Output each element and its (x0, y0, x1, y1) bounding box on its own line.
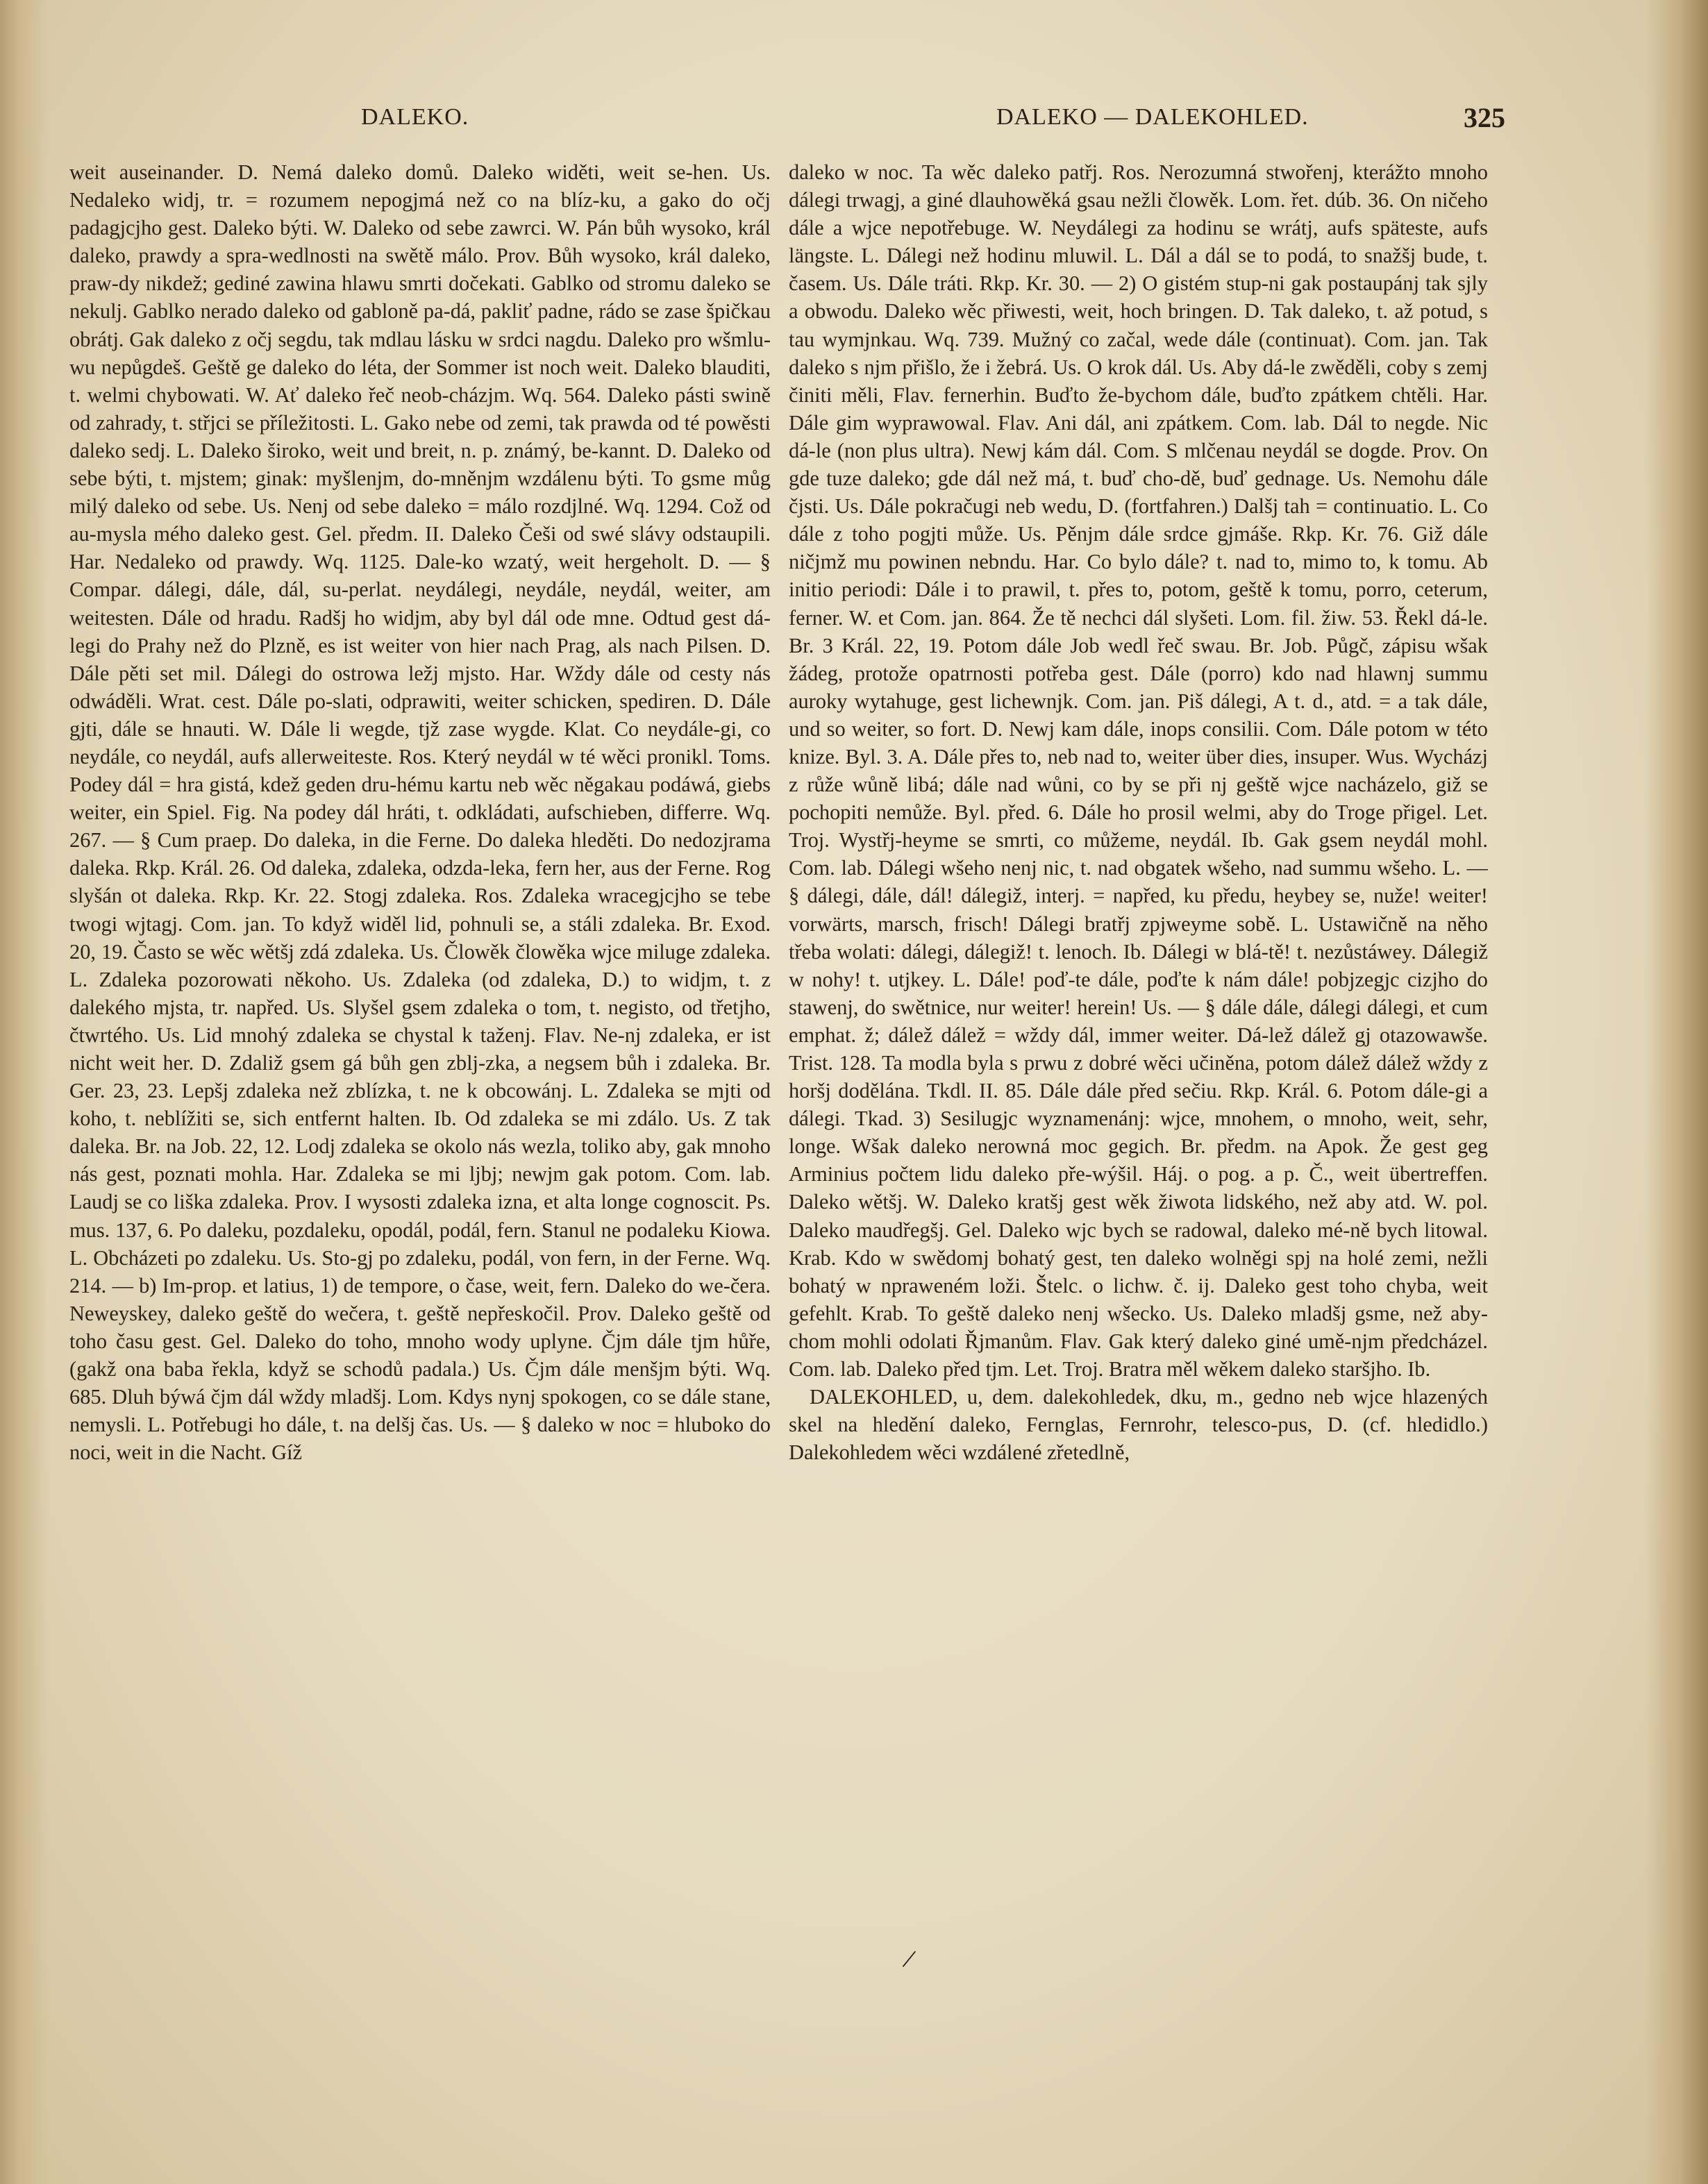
page-number: 325 (1464, 102, 1505, 133)
stray-ink-mark: / (900, 1942, 919, 1975)
running-head-right: DALEKO — DALEKOHLED. (996, 104, 1309, 130)
page-edge-shadow-left (0, 0, 49, 2184)
page-edge-shadow-right (1646, 0, 1708, 2184)
running-head-left: DALEKO. (361, 104, 469, 130)
entry-dalekohled: DALEKOHLED, u, dem. dalekohledek, dku, m., gedno neb wjce hlazených skel na hledění daleko, Fernglas, Fernrohr, telesco-pus, D. (cf. hledidlo.) Dalekohledem wěci wzdálené zřetedlně, (789, 1385, 1488, 1465)
entry-text: daleko w noc. Ta wěc daleko patřj. Ros. Nerozumná stwořenj, kterážto mnoho dálegi trwagj, a giné dlauhowěká gsau nežli člowěk. Lom. řet. dúb. 36. On ničeho dále a wjce nepotřebuge. W. Neydálegi za hodinu se wrátj, aufs späteste, aufs längste. L. Dálegi než hodinu mluwil. L. Dál a dál se to podá, to snažšj bude, t. časem. Us. Dále tráti. Rkp. Kr. 30. — 2) O gistém stup-ni gak postaupánj tak sjly a obwodu. Daleko wěc přiwesti, weit, hoch bringen. D. Tak daleko, t. až potud, s tau wymjnkau. Wq. 739. Mužný co začal, wede dále (continuat). Com. jan. Tak daleko s njm přišlo, že i žebrá. Us. O krok dál. Us. Aby dá-le zwěděli, coby s zemj činiti měli, Flav. fernerhin. Buďto že-bychom dále, buďto zpátkem chtěli. Har. Dále gim wyprawowal. Flav. Ani dál, ani zpátkem. Com. lab. Dál to negde. Nic dá-le (non plus ultra). Newj kám dál. Com. S mlčenau neydál se dogde. Prov. On gde tuze daleko; gde dál než má, t. buď cho-dě, buď gednage. Us. Nemohu dále čjsti. Us. Dále pokračugi neb wedu, D. (fortfahren.) Dalšj tah = continuatio. L. Co dále z toho pogjti může. Us. Pěnjm dále srdce gjmáše. Rkp. Kr. 76. Giž dále ničjmž mu powinen nebndu. Har. Co bylo dále? t. nad to, mimo to, k tomu. Ab initio periodi: Dále i to prawil, t. přes to, potom, geště k tomu, porro, ceterum, ferner. W. et Com. jan. 864. Že tě nechci dál slyšeti. Lom. fil. žiw. 53. Řekl dá-le. Br. 3 Král. 22, 19. Potom dále Job wedl řeč swau. Br. Job. Půgč, zápisu wšak žádeg, protože opatrnosti potřeba gest. Dále (porro) kdo nad hlawnj summu auroky wytahuge, gest lichewnjk. Com. jan. Piš dálegi, A t. d., atd. = a tak dále, und so weiter, so fort. D. Newj kam dále, inops consilii. Com. Dále potom w této knize. Byl. 3. A. Dále přes to, neb nad to, weiter über dies, insuper. Wus. Wycházj z růže wůně libá; dále nad wůni, co by se při nj geště wjce nacházelo, giž se pochopiti nemůže. Byl. před. 6. Dále ho prosil welmi, aby do Troge přigel. Let. Troj. Wystřj-heyme se smrti, co můžeme, neydál. Ib. Gak gsem neydál mohl. Com. lab. Dálegi wšeho nenj nic, t. nad obgatek wšeho, nad summu wšeho. L. — § dálegi, dále, dál! dálegiž, interj. = napřed, ku předu, heybey se, nuže! weiter! vorwärts, marsch, frisch! Dálegi bratřj zpjweyme sobě. L. Ustawičně na něho třeba wolati: dálegi, dálegiž! t. lenoch. Ib. Dálegi w blá-tě! t. nezůstáwey. Dálegiž w nohy! t. utjkey. L. Dále! poď-te dále, poďte k nám dále! pobjzegjc cizjho do stawenj, do swětnice, nur weiter! herein! Us. — § dále dále, dálegi dálegi, et cum emphat. ž; dálež dálež = wždy dál, immer weiter. Dá-lež dálež gj otazowawše. Trist. 128. Ta modla byla s prwu z dobré wěci učiněna, potom dálež dálež wždy z horšj dodělána. Tkdl. II. 85. Dále dále před sečiu. Rkp. Král. 6. Potom dále-gi a dálegi. Tkad. 3) Sesilugjc wyznamenánj: wjce, mnohem, o mnoho, weit, sehr, longe. Wšak daleko nerowná moc gegich. Br. předm. na Apok. Že gest geg Arminius počtem lidu daleko pře-wýšil. Háj. o pog. a p. Č., weit übertreffen. Daleko wětšj. W. Daleko kratšj gest wěk žiwota lidského, než aby atd. W. pol. Daleko maudřegšj. Gel. Daleko wjc bych se radowal, daleko mé-ně bych litowal. Krab. Kdo w swědomj bohatý gest, ten daleko wolněgi spj na holé zemi, nežli bohatý w npraweném loži. Štelc. o lichw. č. ij. Daleko gest toho chyba, weit gefehlt. Krab. To geště daleko nenj wšecko. Us. Daleko mladšj gsme, než aby-chom mohli odolati Řjmanům. Flav. Gak který daleko giné umě-njm předcházel. Com. lab. Daleko před tjm. Let. Troj. Bratra měl wěkem daleko staršjho. Ib. (789, 160, 1488, 1381)
left-column (69, 158, 771, 1977)
right-column (789, 158, 1488, 1977)
entry-text: weit auseinander. D. Nemá daleko domů. Daleko widěti, weit se-hen. Us. Nedaleko widj, tr. = rozumem nepogjmá než co na blíz-ku, a gako do očj padagjcjho gest. Daleko býti. W. Daleko od sebe zawrci. W. Pán bůh wysoko, král daleko, prawdy a spra-wedlnosti na swětě málo. Prov. Bůh wysoko, král daleko, praw-dy nikdež; gediné zawina hlawu smrti dočekati. Gablko od stromu daleko se nekulj. Gablko nerado daleko od gabloně pa-dá, pakliť padne, rádo se zase špičkau obrátj. Gak daleko z očj segdu, tak mdlau lásku w srdci nagdu. Daleko pro wšmlu-wu nepůgdeš. Geště ge daleko do léta, der Sommer ist noch weit. Daleko blauditi, t. welmi chybowati. W. Ať daleko řeč neob-cházjm. Wq. 564. Daleko pásti swině od zahrady, t. střjci se příležitosti. L. Gako nebe od zemi, tak prawda od té powěsti daleko sedj. L. Daleko široko, weit und breit, n. p. známý, be-kannt. D. Daleko od sebe býti, t. mjstem; ginak: myšlenjm, do-mněnjm wzdálenu býti. To gsme můg milý daleko od sebe. Us. Nenj od sebe daleko = málo rozdjlné. Wq. 1294. Což od au-mysla mého daleko gest. Gel. předm. II. Daleko Češi od swé slávy odstaupili. Har. Nedaleko od prawdy. Wq. 1125. Dale-ko wzatý, weit hergeholt. D. — § Compar. dálegi, dále, dál, su-perlat. neydálegi, neydále, neydál, weiter, am weitesten. Dále od hradu. Radšj ho widjm, aby byl dál ode mne. Odtud gest dá-legi do Prahy než do Plzně, es ist weiter von hier nach Prag, als nach Pilsen. D. Dále pěti set mil. Dálegi do ostrowa ležj mjsto. Har. Wždy dále od cesty nás odwáděli. Wrat. cest. Dále po-slati, odprawiti, weiter schicken, spediren. D. Dále gjti, dále se hnauti. W. Dále li wegde, tjž zase wygde. Klat. Co neydále-gi, co neydále, co neydál, aufs allerweiteste. Ros. Který neydál w té wěci pronikl. Toms. Podey dál = hra gistá, kdež geden dru-hému kartu neb wěc něgakau podáwá, giebs weiter, ein Spiel. Fig. Na podey dál hráti, t. odkládati, aufschieben, differre. Wq. 267. — § Cum praep. Do daleka, in die Ferne. Do daleka hleděti. Do nedozjrama daleka. Rkp. Král. 26. Od daleka, zdaleka, odzda-leka, fern her, aus der Ferne. Rog slyšán ot daleka. Rkp. Kr. 22. Stogj zdaleka. Ros. Zdaleka wracegjcjho se tebe twogi wjtagj. Com. jan. To když widěl lid, pohnuli se, a stáli zdaleka. Br. Exod. 20, 19. Často se wěc wětšj zdá zdaleka. Us. Člowěk člowěka wjce miluge zdaleka. L. Zdaleka pozorowati někoho. Us. Zdaleka (od zdaleka, D.) to widjm, t. z dalekého mjsta, tr. napřed. Us. Slyšel gsem zdaleka o tom, t. negisto, od třetjho, čtwrtého. Us. Lid mnohý zdaleka se chystal k taženj. Flav. Ne-nj zdaleka, er ist nicht weit her. D. Zdaliž gsem gá bůh gen zblj-zka, a negsem bůh i zdaleka. Br. Ger. 23, 23. Lepšj zdaleka než zblízka, t. ne k obcowánj. L. Zdaleka se mjti od koho, t. neblížiti se, sich entfernt halten. Ib. Od zdaleka se mi zdálo. Us. Z tak daleka. Br. na Job. 22, 12. Lodj zdaleka se okolo nás wezla, toliko aby, gak mnoho nás gest, poznati mohla. Har. Zdaleka se mi ljbj; newjm gak potom. Com. lab. Laudj se co liška zdaleka. Prov. I wysosti zdaleka izna, et alta longe cognoscit. Ps. mus. 137, 6. Po daleku, pozdaleku, opodál, podál, fern. Stanul ne podaleku Kiowa. L. Obcházeti po zdaleku. Us. Sto-gj po zdaleku, podál, von fern, in der Ferne. Wq. 214. — b) Im-prop. et latius, 1) de tempore, o čase, weit, fern. Daleko do we-čera. Neweyskey, daleko geště do wečera, t. geště nepřeskočil. Prov. Daleko geště od toho času gest. Gel. Daleko do toho, mnoho wody uplyne. Čjm dále tjm hůře, (gakž ona baba řekla, když se schodů padala.) Us. Čjm dále menšjm býti. Wq. 685. Dluh býwá čjm dál wždy mladšj. Lom. Kdys nynj spokogen, co se dále stane, nemysli. L. Potřebugi ho dále, t. na delšj čas. Us. — § daleko w noc = hluboko do noci, weit in die Nacht. Gíž (69, 160, 771, 1465)
